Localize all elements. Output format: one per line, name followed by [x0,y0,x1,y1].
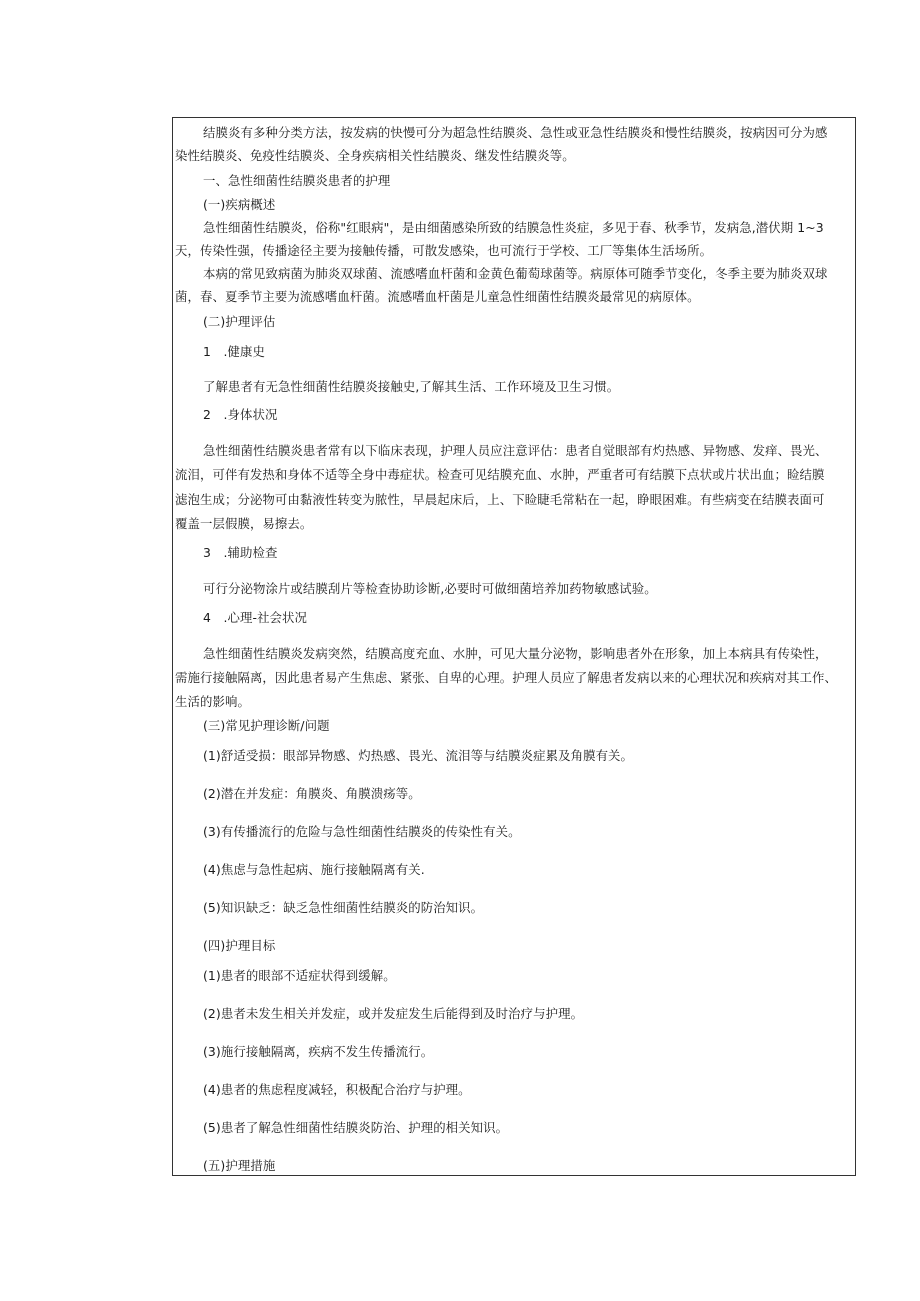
text-line: 急性细菌性结膜炎发病突然，结膜高度充血、水肿，可见大量分泌物，影响患者外在形象，加上本病具有传染性， [203,646,828,661]
text-line: 急性细菌性结膜炎患者常有以下临床表现，护理人员应注意评估：患者自觉眼部有灼热感、异物感、发痒、畏光、 [203,443,828,458]
text-line: (四)护理目标 [203,938,276,953]
document-frame [172,117,856,1176]
text-line: 生活的影响。 [175,694,250,709]
text-line: 流泪，可伴有发热和身体不适等全身中毒症状。检查可见结膜充血、水肿，严重者可有结膜下点状或片状出血；睑结膜 [175,467,825,482]
text-line: (五)护理措施 [203,1158,276,1173]
text-line: (3)施行接触隔离，疾病不发生传播流行。 [203,1044,434,1059]
text-line: 本病的常见致病菌为肺炎双球菌、流感嗜血杆菌和金黄色葡萄球菌等。病原体可随季节变化，冬季主要为肺炎双球 [203,266,828,281]
text-line: (2)患者未发生相关并发症，或并发症发生后能得到及时治疗与护理。 [203,1006,584,1021]
text-line: 1 .健康史 [203,344,265,359]
text-line: (一)疾病概述 [203,197,276,212]
text-line: (5)知识缺乏：缺乏急性细菌性结膜炎的防治知识。 [203,900,484,915]
text-line: (2)潜在并发症：角膜炎、角膜溃疡等。 [203,786,421,801]
text-line: 可行分泌物涂片或结膜刮片等检查协助诊断,必要时可做细菌培养加药物敏感试验。 [203,581,657,596]
text-line: (二)护理评估 [203,314,276,329]
text-line: (三)常见护理诊断/问题 [203,718,330,733]
text-line: 2 .身体状况 [203,407,278,422]
text-line: 急性细菌性结膜炎，俗称"红眼病"，是由细菌感染所致的结膜急性炎症，多见于春、秋季节，发病急,潜伏期 1~3 [203,220,824,235]
text-line: 覆盖一层假膜，易擦去。 [175,516,313,531]
text-line: (3)有传播流行的危险与急性细菌性结膜炎的传染性有关。 [203,824,521,839]
text-line: 滤泡生成；分泌物可由黏液性转变为脓性，早晨起床后，上、下睑睫毛常粘在一起，睁眼困难。有些病变在结膜表面可 [175,492,825,507]
text-line: (1)舒适受损：眼部异物感、灼热感、畏光、流泪等与结膜炎症累及角膜有关。 [203,748,634,763]
text-line: (4)焦虑与急性起病、施行接触隔离有关. [203,862,425,877]
text-line: (4)患者的焦虑程度减轻，积极配合治疗与护理。 [203,1082,471,1097]
text-line: 3 .辅助检查 [203,545,278,560]
text-line: (1)患者的眼部不适症状得到缓解。 [203,968,396,983]
text-line: 4 .心理-社会状况 [203,610,308,625]
text-line: 染性结膜炎、免疫性结膜炎、全身疾病相关性结膜炎、继发性结膜炎等。 [175,148,575,163]
text-line: (5)患者了解急性细菌性结膜炎防治、护理的相关知识。 [203,1120,509,1135]
text-line: 需施行接触隔离，因此患者易产生焦虑、紧张、自卑的心理。护理人员应了解患者发病以来的心理状况和疾病对其工作、 [175,670,838,685]
text-line: 一、急性细菌性结膜炎患者的护理 [203,173,391,188]
text-line: 天，传染性强，传播途径主要为接触传播，可散发感染，也可流行于学校、工厂等集体生活场所。 [175,243,713,258]
text-line: 了解患者有无急性细菌性结膜炎接触史,了解其生活、工作环境及卫生习惯。 [203,379,620,394]
text-line: 结膜炎有多种分类方法，按发病的快慢可分为超急性结膜炎、急性或亚急性结膜炎和慢性结膜炎，按病因可分为感 [203,125,828,140]
text-line: 菌，春、夏季节主要为流感嗜血杆菌。流感嗜血杆菌是儿童急性细菌性结膜炎最常见的病原体。 [175,289,700,304]
